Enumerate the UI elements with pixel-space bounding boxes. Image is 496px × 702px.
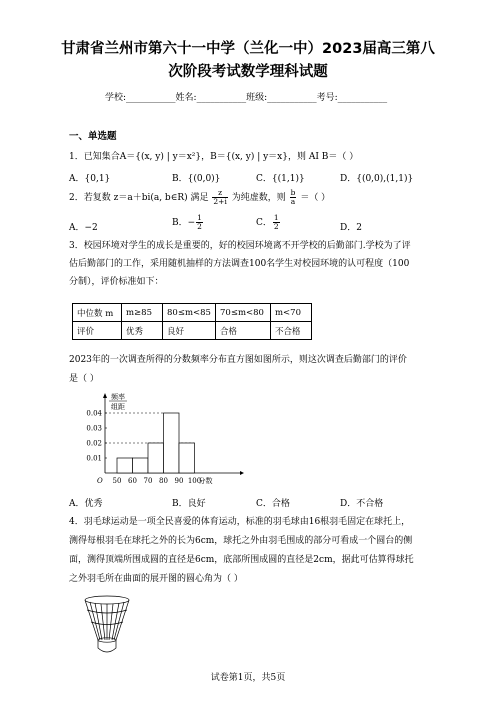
y-tick-label: 0.02	[86, 439, 102, 448]
exam-title-line2: 次阶段考试数学理科试题	[168, 64, 328, 80]
table-header-row	[73, 304, 312, 322]
y-tick-label: 0.04	[86, 409, 102, 418]
q3-option-d: D．不合格	[340, 499, 384, 509]
q3-line-3: 分制），评价标准如下：	[69, 277, 164, 287]
table-cell: 70≤m<80	[216, 304, 271, 322]
q4-line-1: 4．羽毛球运动是一项全民喜爱的体育运动，标准的羽毛球由16根羽毛固定在球托上，	[69, 517, 411, 527]
student-info-line: 学校:___________姓名:___________班级:___________考号:___________	[105, 93, 388, 103]
q2-fraction-z-over-2-plus-i: $\frac{z}{2+i}$	[213, 188, 227, 206]
q1-option-a: A．{0,1}	[69, 174, 111, 184]
histogram-bar	[179, 443, 195, 473]
shuttlecock-illustration	[82, 592, 132, 658]
y-tick-label: 0.03	[86, 424, 102, 433]
x-tick-label: 60	[128, 477, 137, 485]
x-tick-label: 90	[174, 477, 184, 485]
q3-line-1: 3．校园环境对学生的成长是重要的，好的校园环境离不开学校的后勤部门.学校为了评	[69, 241, 411, 251]
table-row	[73, 322, 312, 340]
y-axis-label-numerator: 频率	[111, 393, 125, 401]
x-axis-label: 分数	[198, 477, 213, 485]
page-footer: 试卷第1页，共5页	[210, 673, 286, 683]
q3-option-a: A．优秀	[69, 499, 103, 509]
table-cell: 中位数 m	[73, 304, 122, 322]
y-axis-label-denominator: 组距	[111, 403, 125, 411]
histogram-bar	[164, 413, 180, 473]
q3-option-c: C．合格	[256, 499, 290, 509]
x-tick-label: 80	[159, 477, 168, 485]
x-tick-label: 50	[112, 477, 122, 485]
table-cell: m<70	[271, 304, 312, 322]
q2-option-c: C． $\frac{1}{2}$	[256, 213, 279, 231]
y-axis-arrow	[103, 393, 107, 398]
exam-title-line1: 甘肃省兰州市第六十一中学（兰化一中）2023届高三第八	[61, 41, 435, 57]
y-tick-label: 0.01	[86, 454, 102, 463]
q1-option-b: B．{(0,0)}	[172, 174, 221, 184]
table-cell: 不合格	[271, 322, 312, 340]
origin-label: O	[97, 477, 103, 485]
q2-option-a: A．−2	[69, 223, 98, 233]
x-tick-label: 70	[143, 477, 153, 485]
x-axis-arrow	[240, 471, 244, 475]
table-cell: m≥85	[122, 304, 163, 322]
q4-line-2: 测得每根羽毛在球托之外的长为6cm，球托之外由羽毛围成的部分可看成一个圆台的侧	[69, 536, 413, 546]
q4-line-4: 之外羽毛所在曲面的展开图的圆心角为（ ）	[69, 574, 243, 584]
evaluation-criteria-table	[72, 303, 312, 340]
q2-stem: 2．若复数 z＝a＋bi(a, b∈R) 满足 $\frac{z}{2+i}$ 为纯虚数，则 $\frac{b}{a}$ ＝（ ）	[69, 188, 331, 206]
table-cell: 评价	[73, 322, 122, 340]
q2-option-b: B．− $\frac{1}{2}$	[172, 213, 202, 231]
q4-line-3: 面，测得顶端所围成圆的直径是6cm，底部所围成圆的直径是2cm，据此可估算得球托	[69, 555, 414, 565]
table-cell: 合格	[216, 322, 271, 340]
section-heading: 一、单选题	[69, 131, 117, 142]
q2-fraction-b-over-a: $\frac{b}{a}$	[290, 188, 296, 206]
q2-option-d: D．2	[340, 223, 362, 233]
q3-after-line-2: 是（ ）	[69, 374, 99, 384]
histogram-bar	[148, 443, 164, 473]
table-cell: 80≤m<85	[163, 304, 216, 322]
histogram-bar	[133, 458, 149, 473]
q3-option-b: B．良好	[172, 499, 206, 509]
q1-option-c: C．{(1,1)}	[256, 174, 305, 184]
table-cell: 良好	[163, 322, 216, 340]
q3-line-2: 估后勤部门的工作，采用随机抽样的方法调查100名学生对校园环境的认可程度（100	[69, 259, 410, 269]
histogram-bar	[117, 458, 133, 473]
frequency-histogram	[75, 390, 245, 495]
q1-stem: 1．已知集合A＝{(x, y) | y＝x²}，B＝{(x, y) | y＝x}，则 AI B＝（ ）	[69, 152, 359, 162]
x-tick-label: 100	[187, 477, 202, 485]
q1-option-d: D．{(0,0),(1,1)}	[340, 174, 414, 184]
q3-after-line-1: 2023年的一次调查所得的分数频率分布直方图如图所示，则这次调查后勤部门的评价	[69, 355, 407, 365]
table-cell: 优秀	[122, 322, 163, 340]
